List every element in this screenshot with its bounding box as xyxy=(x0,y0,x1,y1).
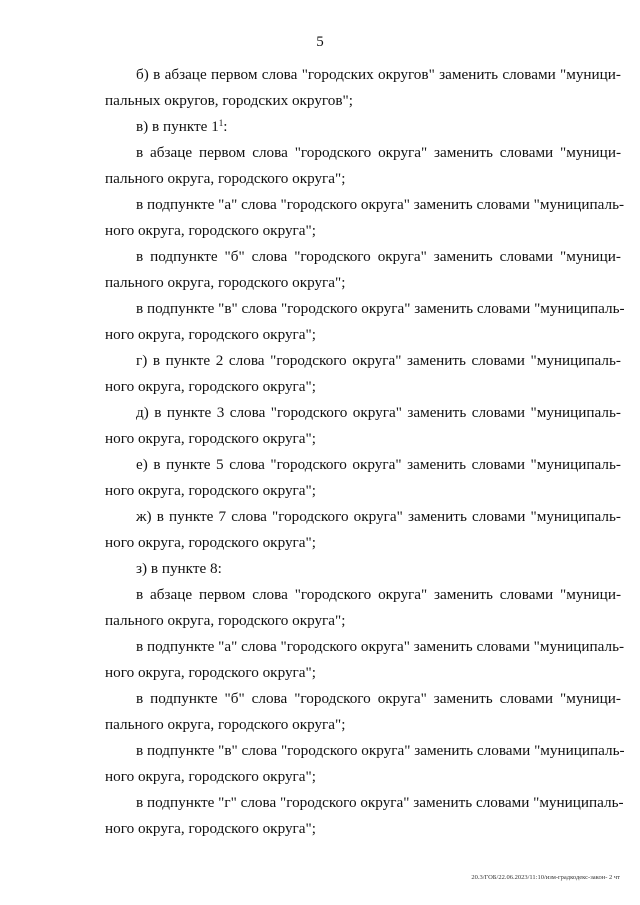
paragraph-first-line xyxy=(105,114,621,140)
paragraph-continuation-line: пального округа, городского округа"; xyxy=(105,612,346,629)
footer-file-stamp: 20.3/ГОБ/22.06.2023/11:10/изм-градкодекс-закон- 2 чт xyxy=(471,874,620,881)
paragraph-continuation-line: ного округа, городского округа"; xyxy=(105,482,316,499)
paragraph-continuation-line: пального округа, городского округа"; xyxy=(105,170,346,187)
paragraph-first-line: в подпункте "б" слова "городского округа" заменить словами "муници- xyxy=(136,248,621,265)
paragraph-continuation-line: ного округа, городского округа"; xyxy=(105,664,316,681)
paragraph-first-line: в подпункте "в" слова "городского округа" заменить словами "муниципаль- xyxy=(136,300,625,317)
paragraph-continuation-line: ного округа, городского округа"; xyxy=(105,534,316,551)
paragraph-continuation-line: ного округа, городского округа"; xyxy=(105,222,316,239)
line-text: в) в пункте 1 xyxy=(136,118,219,135)
paragraph-first-line: г) в пункте 2 слова "городского округа" заменить словами "муниципаль- xyxy=(136,352,621,369)
paragraph-continuation-line: ного округа, городского округа"; xyxy=(105,378,316,395)
paragraph-continuation-line: пальных округов, городских округов"; xyxy=(105,92,353,109)
paragraph-continuation-line: ного округа, городского округа"; xyxy=(105,430,316,447)
paragraph-first-line: в подпункте "б" слова "городского округа" заменить словами "муници- xyxy=(136,690,621,707)
paragraph-first-line: з) в пункте 8: xyxy=(136,560,222,577)
paragraph-first-line: в подпункте "а" слова "городского округа" заменить словами "муниципаль- xyxy=(136,638,625,655)
paragraph-first-line: б) в абзаце первом слова "городских округов" заменить словами "муници- xyxy=(136,66,621,83)
paragraph-first-line: ж) в пункте 7 слова "городского округа" заменить словами "муниципаль- xyxy=(136,508,621,525)
paragraph-continuation-line: пального округа, городского округа"; xyxy=(105,716,346,733)
document-body xyxy=(105,62,625,842)
paragraph-first-line: в абзаце первом слова "городского округа" заменить словами "муници- xyxy=(136,586,621,603)
paragraph-continuation-line: ного округа, городского округа"; xyxy=(105,768,316,785)
paragraph-first-line: в подпункте "г" слова "городского округа" заменить словами "муниципаль- xyxy=(136,794,624,811)
paragraph-first-line: е) в пункте 5 слова "городского округа" заменить словами "муниципаль- xyxy=(136,456,621,473)
paragraph-first-line: в подпункте "а" слова "городского округа" заменить словами "муниципаль- xyxy=(136,196,625,213)
page-number: 5 xyxy=(316,34,324,50)
paragraph-first-line: д) в пункте 3 слова "городского округа" заменить словами "муниципаль- xyxy=(136,404,621,421)
paragraph-continuation-line: пального округа, городского округа"; xyxy=(105,274,346,291)
paragraph-continuation-line: ного округа, городского округа"; xyxy=(105,326,316,343)
paragraph-first-line: в подпункте "в" слова "городского округа" заменить словами "муниципаль- xyxy=(136,742,625,759)
superscript: 1 xyxy=(218,118,224,128)
paragraph-continuation-line: ного округа, городского округа"; xyxy=(105,820,316,837)
line-text-suffix: : xyxy=(223,118,228,135)
paragraph-first-line: в абзаце первом слова "городского округа" заменить словами "муници- xyxy=(136,144,621,161)
